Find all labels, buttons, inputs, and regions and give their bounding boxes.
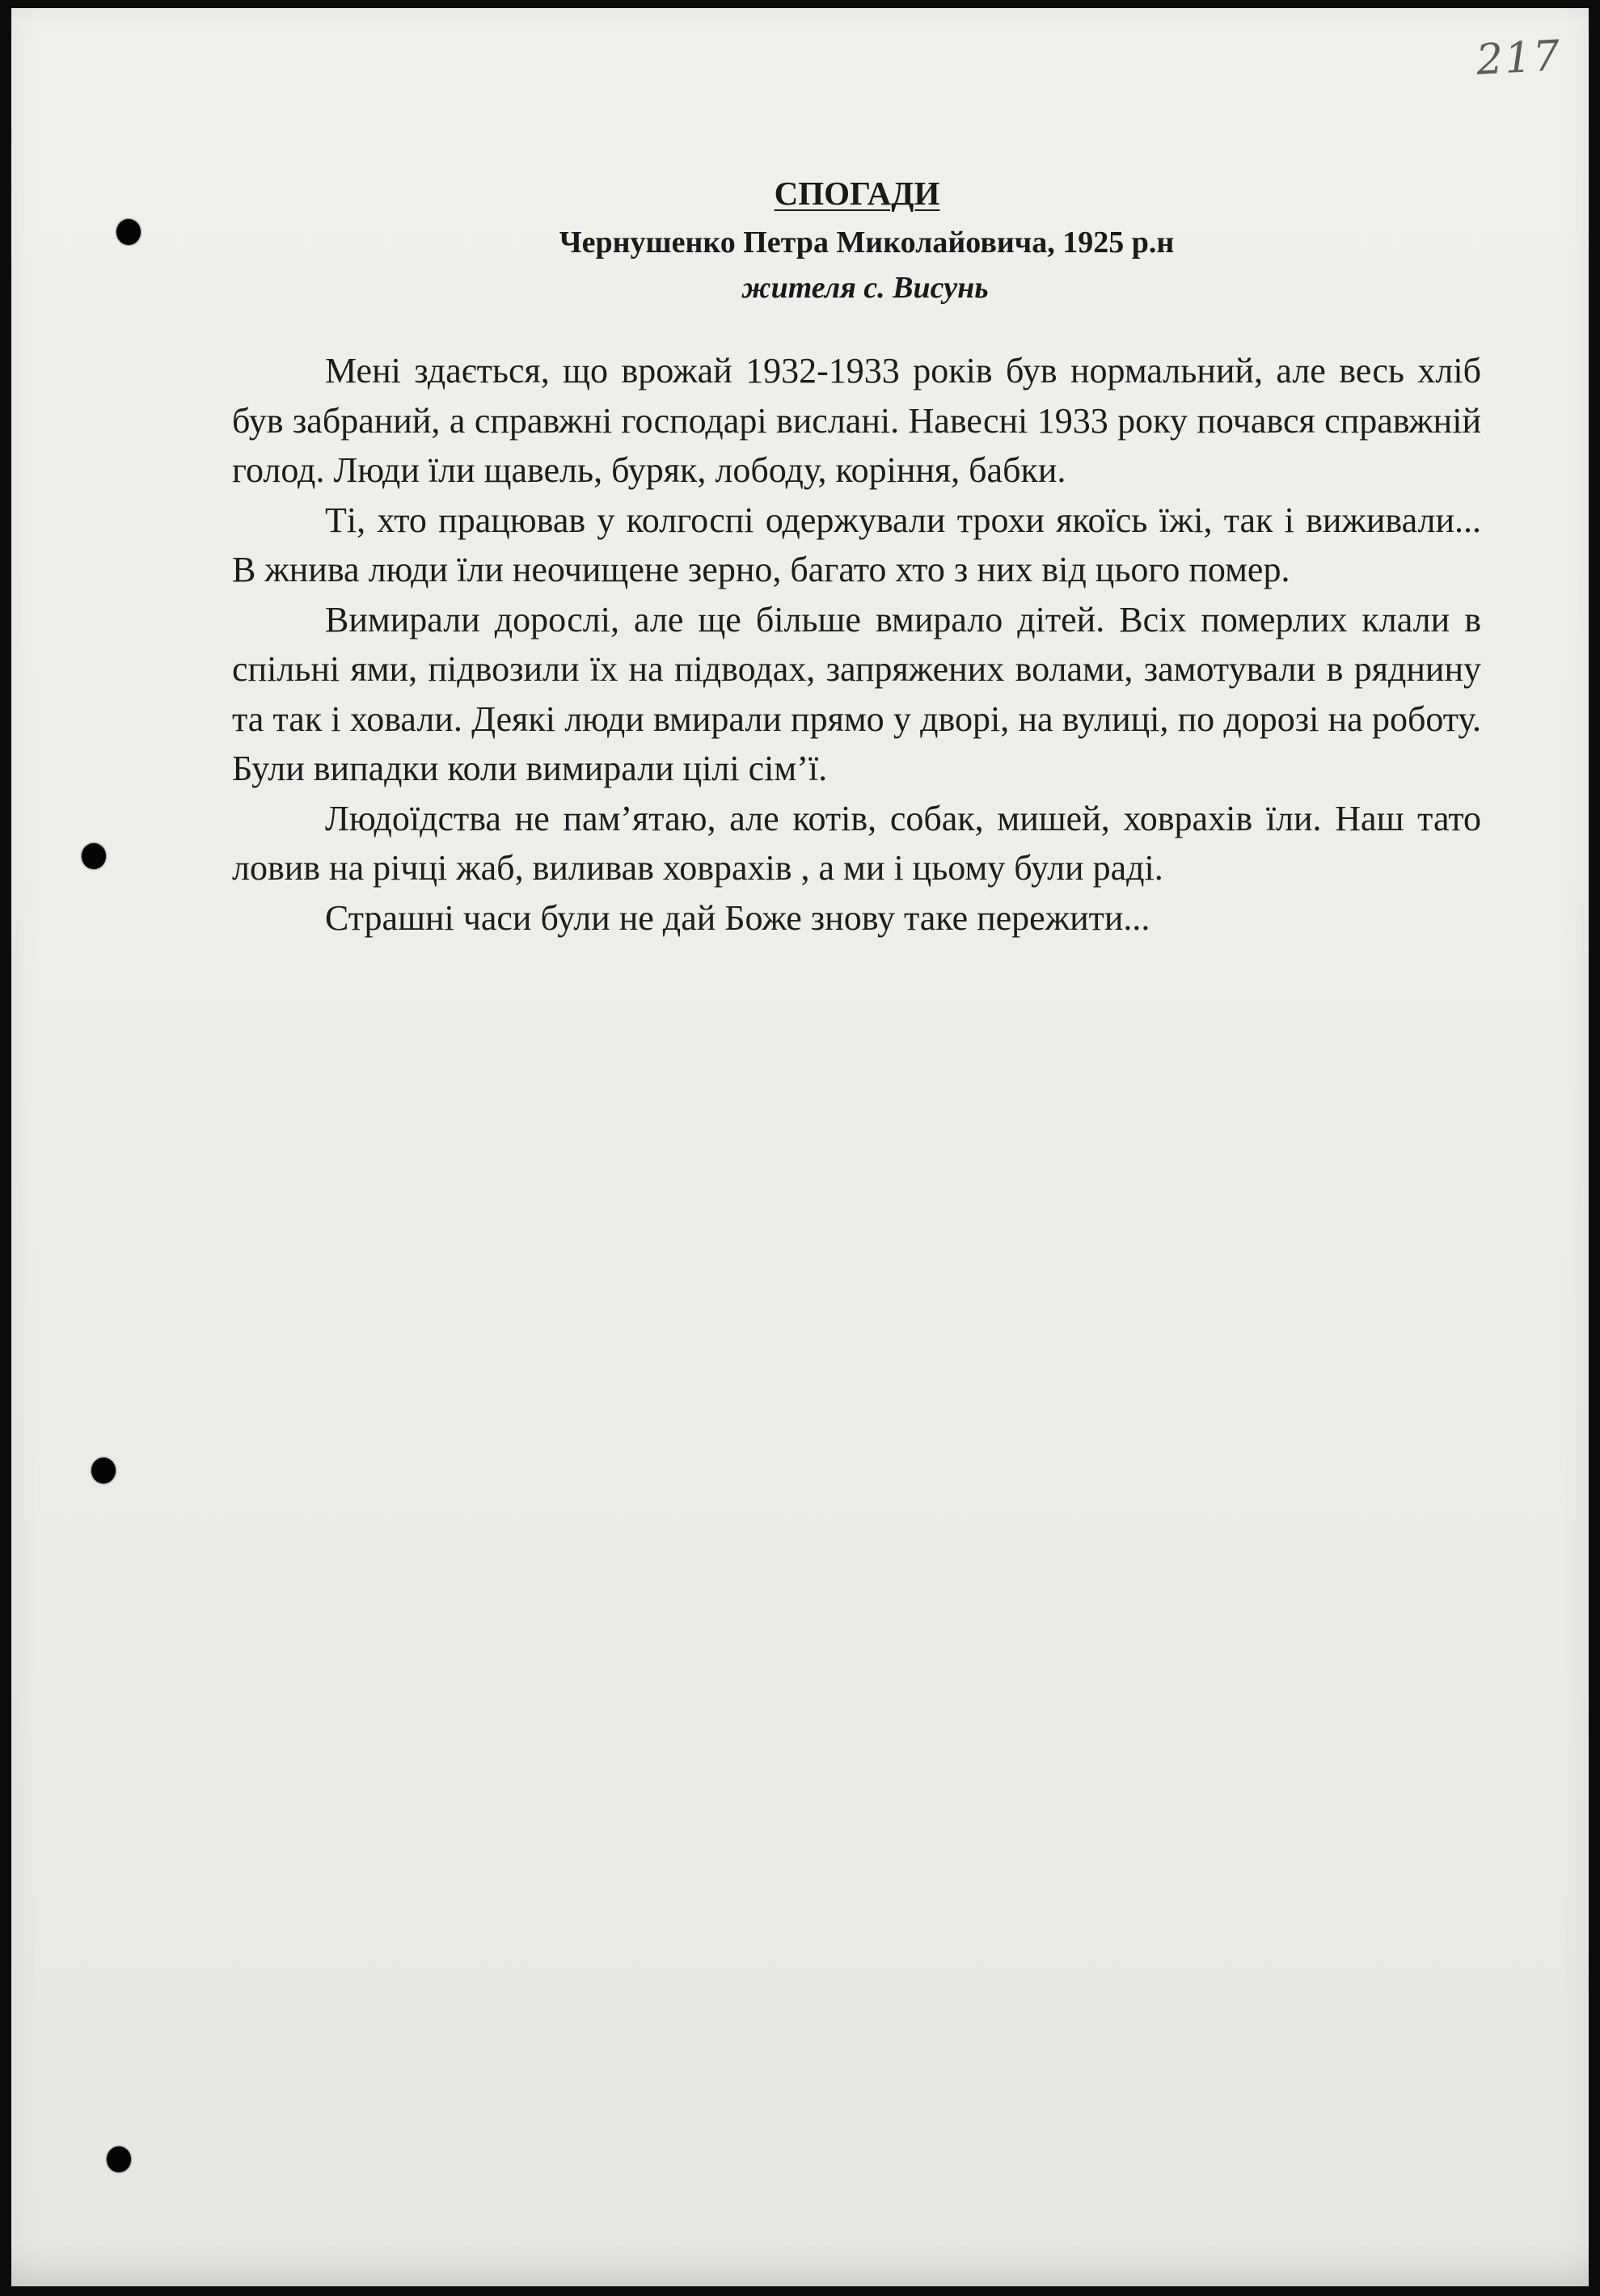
paragraph: Людоїдства не пам’ятаю, але котів, собак, мишей, ховрахів їли. Наш тато ловив на річці жаб, виливав ховрахів , а ми і цьому були раді. bbox=[232, 798, 1481, 888]
author-line: Чернушенко Петра Миколайовича, 1925 р.н bbox=[559, 226, 1175, 260]
document-title: СПОГАДИ bbox=[774, 175, 940, 212]
handwritten-page-number: 217 bbox=[1475, 32, 1563, 85]
punch-hole bbox=[82, 843, 106, 869]
punch-hole bbox=[91, 1458, 116, 1484]
paragraph: Мені здається, що врожай 1932-1933 років був нормальний, але весь хліб був забраний, а справжні господарі вислані. Навесні 1933 року почався справжній голод. Люди їли щавель, буряк, лободу, коріння, бабки. bbox=[232, 351, 1481, 490]
punch-hole bbox=[107, 2146, 131, 2172]
paragraph: Ті, хто працював у колгоспі одержували трохи якоїсь їжі, так і виживали... В жнива люди їли неочищене зерно, багато хто з них від цього помер. bbox=[232, 500, 1481, 589]
residence-line: жителя с. Висунь bbox=[741, 271, 989, 305]
paragraph: Страшні часи були не дай Боже знову таке пережити... bbox=[325, 897, 1150, 938]
paper-bottom-edge bbox=[11, 2243, 1589, 2286]
paragraph: Вимирали дорослі, але ще більше вмирало дітей. Всіх померлих клали в спільні ями, підвозили їх на підводах, запряжених волами, замотували в ряднину та так і ховали. Деякі люди вмирали прямо у дворі, на вулиці, по дорозі на роботу. Були випадки коли вимирали цілі сім’ї. bbox=[232, 599, 1481, 788]
memoir-body bbox=[232, 346, 1481, 943]
